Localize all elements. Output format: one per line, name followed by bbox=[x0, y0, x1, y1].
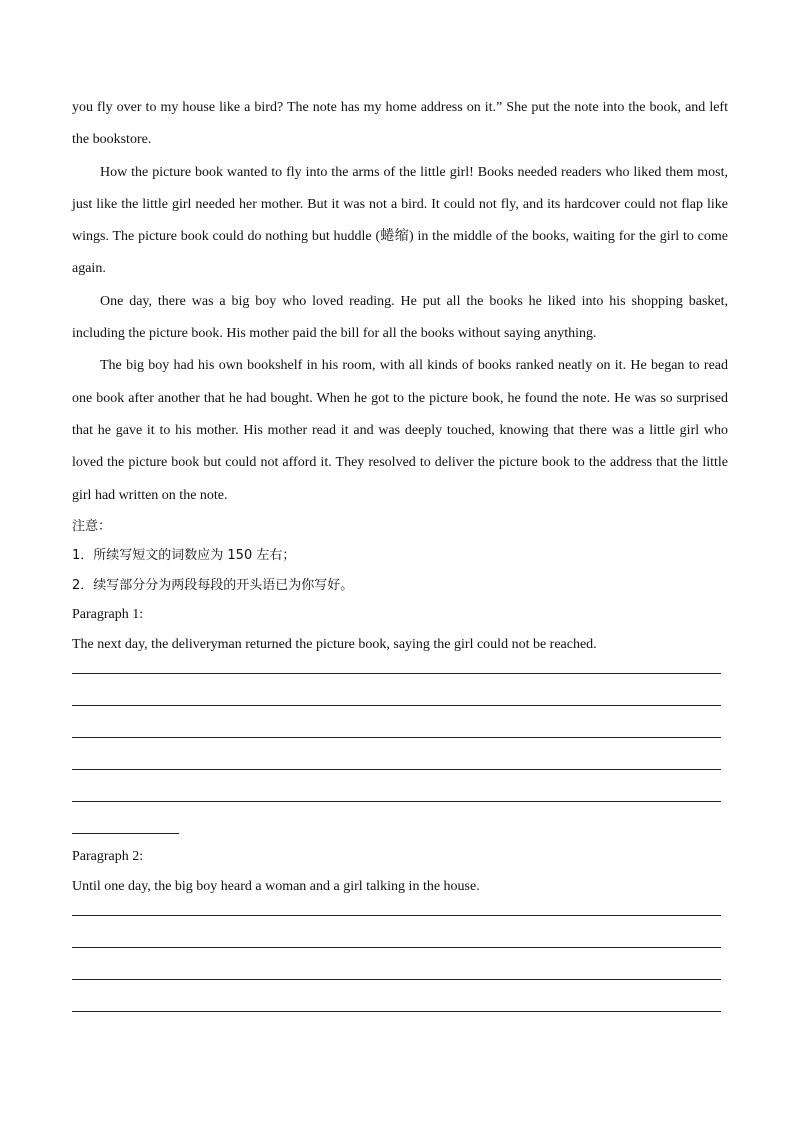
writing-line bbox=[72, 979, 721, 980]
story-paragraph-0: you fly over to my house like a bird? The note has my home address on it.” She put the note into the book, and left the bookstore. bbox=[72, 100, 728, 148]
worksheet-page bbox=[72, 92, 728, 1012]
writing-line bbox=[72, 947, 721, 948]
paragraph-2-writing-area[interactable] bbox=[72, 901, 728, 1012]
notes-item-1: 1．所续写短文的词数应为 150 左右； bbox=[72, 548, 296, 564]
story-paragraph-1: How the picture book wanted to fly into the arms of the little girl! Books needed readers who liked them most, just like the little girl needed her mother. But it was not a bird. It could not fly, and its hardcover could not flap like wings. The picture book could do nothing but huddle (蜷缩) in the middle of the books, waiting for the girl to come again. bbox=[72, 164, 728, 277]
writing-line bbox=[72, 1011, 721, 1012]
paragraph-2-opening: Until one day, the big boy heard a woman and a girl talking in the house. bbox=[72, 878, 480, 894]
writing-line bbox=[72, 673, 721, 674]
writing-line bbox=[72, 769, 721, 770]
paragraph-2-label: Paragraph 2: bbox=[72, 849, 144, 865]
writing-line bbox=[72, 705, 721, 706]
notes-heading: 注意： bbox=[72, 518, 112, 534]
story-paragraph-3: The big boy had his own bookshelf in his room, with all kinds of books ranked neatly on it. He began to read one book after another that he had bought. When he got to the picture book, he found the note. He was so surprised that he gave it to his mother. His mother read it and was deeply touched, knowing that there was a little girl who loved the picture book but could not afford it. They resolved to deliver the picture book to the address that the little girl had written on the note. bbox=[72, 358, 728, 503]
notes-item-2: 2．续写部分分为两段每段的开头语已为你写好。 bbox=[72, 577, 354, 593]
writing-line bbox=[72, 801, 721, 802]
writing-line bbox=[72, 915, 721, 916]
paragraph-1-label: Paragraph 1: bbox=[72, 607, 144, 623]
writing-line-short bbox=[72, 833, 179, 834]
paragraph-1-opening: The next day, the deliveryman returned the picture book, saying the girl could not be reached. bbox=[72, 636, 597, 652]
paragraph-1-writing-area[interactable] bbox=[72, 659, 728, 834]
writing-line bbox=[72, 737, 721, 738]
story-paragraph-2: One day, there was a big boy who loved reading. He put all the books he liked into his shopping basket, including the picture book. His mother paid the bill for all the books without saying anything. bbox=[72, 293, 728, 342]
